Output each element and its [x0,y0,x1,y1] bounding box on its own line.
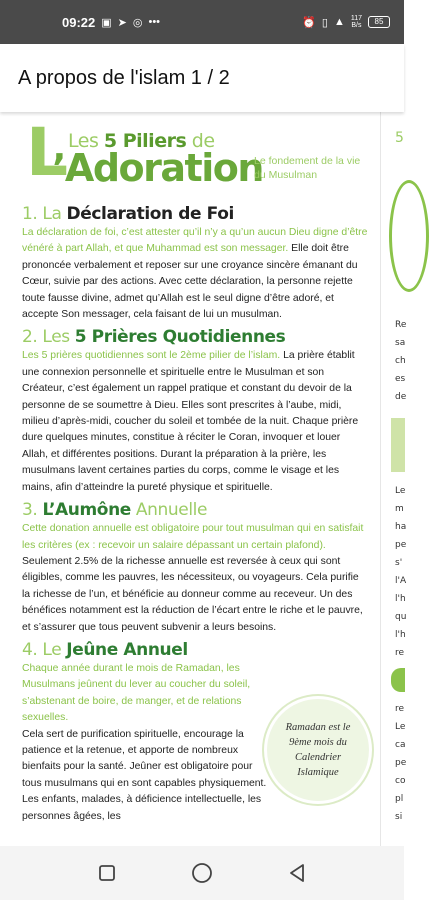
edge-ring [389,180,429,292]
edge-text: de [395,392,407,402]
system-nav-bar [0,846,404,900]
recents-button[interactable] [87,853,127,893]
edge-text: re [395,704,405,714]
edge-text: pe [395,540,407,550]
telegram-icon: ➤ [117,16,127,29]
circle-icon [191,862,213,884]
section-title [22,326,368,348]
notification-icon: ▣ [101,16,112,29]
status-bar [0,0,404,44]
body-text: La prière établit une connexion personnelle et spirituelle entre le Musulman et son Créateur, c’est également un rappel pratique et constant du devoir de la personne de se soumettre à Dieu. Elles sont prescrites à l’aube, midi, milieu d’après-midi, coucher du soleil et tombée de la nuit. Chaque prière dure quelques minutes, constitue à réciter le Coran, invoquer et louer Allah, et différentes positions. Durant la préparation à la prière, les musulmans lavent certaines parties du corps, comme le visage et les mains, afin d’atteindre la pureté physique et spirituelle. [22,350,359,493]
edge-text: ha [395,522,407,532]
body-text: Elle doit être prononcée verbalement et reposer sur une croyance sincère émanant du Cœur, suivie par des actions. Avec cette déclaration, la personne rejette toute fausse divine, admet qu’Allah est le seul digne d’être adoré, et accepte Son messager, cela faisant de lui un musulman. [22,243,358,321]
subtitle-pre: Les [68,130,104,152]
document-viewer[interactable] [0,112,407,846]
edge-text: ca [395,740,406,750]
highlight-text: Les 5 prières quotidiennes sont le 2ème pilier de l’islam. [22,350,281,362]
edge-text: sa [395,338,406,348]
edge-text: l'A [395,576,407,586]
edge-text: l'h [395,594,406,604]
edge-text: pe [395,758,407,768]
big-letter: L [26,114,69,191]
square-icon [98,864,116,882]
section-title-bold: Jeûne Annuel [66,639,188,660]
document-header [22,114,368,200]
vibrate-icon: ▯ [321,16,328,29]
highlight-text: Chaque année durant le mois de Ramadan, les Musulmans jeûnent du lever au coucher du soleil, s’abstenant de boire, de manger, et de relations sexuelles. [22,662,251,724]
section-title [22,499,368,521]
section-paragraph [22,225,368,323]
section-title-bold: 5 Prières Quotidiennes [74,327,286,348]
net-speed-unit: B/s [351,22,362,29]
section-number: 1. La [22,204,67,224]
status-time: 09:22 [62,14,96,30]
section-declaration [22,203,368,323]
edge-text: l'h [395,630,406,640]
edge-text: Le [395,722,406,732]
section-title-bold: Déclaration de Foi [66,204,234,224]
section-title-post: Annuelle [130,500,208,521]
more-notifications-icon: ••• [148,16,161,28]
back-button[interactable] [277,853,317,893]
edge-text: pl [395,794,404,804]
body-text: Cela sert de purification spirituelle, encourage la patience et la retenue, et apporte de nombreux bienfaits pour la santé. Jeûner est obligatoire pour tous musulmans qui en sont capables physiquement. Les enfants, malades, à déficience intellectuelle, les personnes âgées, les [22,728,267,822]
section-title [22,203,368,225]
edge-text: Re [395,320,407,330]
ramadan-badge: Ramadan est le 9ème mois du Calendrier Islamique [264,696,372,804]
page-title: A propos de l'islam 1 / 2 [18,66,230,89]
edge-text: si [395,812,403,822]
edge-text: m [395,504,404,514]
network-speed [351,15,362,29]
section-number: 4. Le [22,639,67,660]
edge-char: 5 [395,130,404,146]
section-paragraph [22,727,270,825]
battery-icon: 85 [368,16,390,28]
edge-text: co [395,776,406,786]
document-page [0,112,380,846]
net-speed-value: 117 [350,15,362,22]
home-button[interactable] [182,853,222,893]
edge-text: es [395,374,406,384]
section-title [22,639,368,661]
section-number: 2. Les [22,327,75,348]
next-page-edge[interactable] [380,112,407,846]
highlight-text: Cette donation annuelle est obligatoire pour tout musulman qui en satisfait les critères (ex : recevoir un salaire dépassant un certain plafond). [22,523,364,551]
app-bar [0,44,404,112]
section-paragraph [22,348,368,496]
body-text: Seulement 2.5% de la richesse annuelle est reversée à ceux qui sont éligibles, comme les pauvres, les nécessiteux, ou voyageurs. Cela purifie la richesse de l’un, et bénéficie au donneur comme au receveur. Un des bénéfices notamment est la réduction de l’écart entre le riche et le pauvre, et s’assurer que tous peuvent subvenir a leurs besoins. [22,555,363,633]
triangle-back-icon [287,863,307,883]
edge-text: qu [395,612,407,622]
section-paragraph-lead [22,661,270,727]
document-main-title: ’Adoration [52,146,263,190]
edge-text: Le [395,486,406,496]
section-alms [22,499,368,636]
edge-text: ch [395,356,406,366]
subtitle-bold: 5 Piliers [103,130,187,152]
edge-block [391,668,405,692]
section-number: 3. [22,500,43,521]
section-title-bold: L’Aumône [42,500,131,521]
section-prayers [22,326,368,496]
edge-text: s' [395,558,403,568]
alarm-icon: ⏰ [302,16,316,29]
subtitle-post: de [186,130,215,152]
whatsapp-icon: ◎ [132,16,143,29]
section-paragraph [22,521,368,636]
document-tagline: Le fondement de la vie du Musulman [254,155,361,181]
signal-icon: ▲ [333,16,345,28]
edge-text: re [395,648,405,658]
edge-block [391,418,405,472]
highlight-text: La déclaration de foi, c’est attester qu’il n’y a qu’un aucun Dieu digne d’être vénéré à part Allah, et que Muhammad est son messager. [22,227,368,255]
